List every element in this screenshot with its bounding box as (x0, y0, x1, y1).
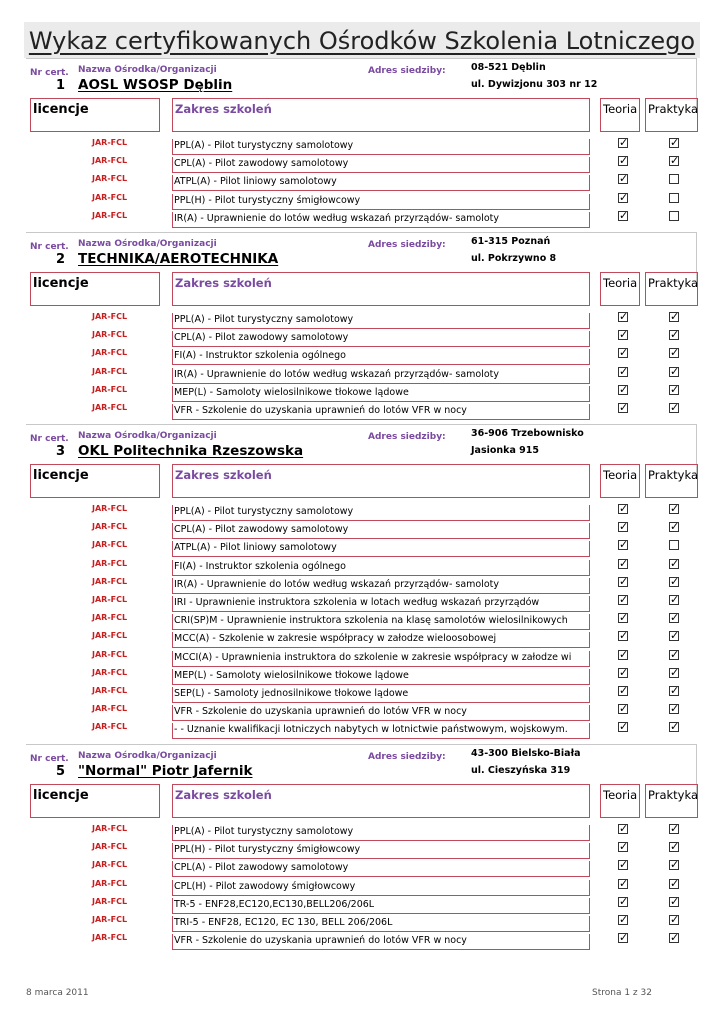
teoria-checkbox[interactable]: ✓ (619, 647, 629, 661)
licencje-header: licencje (30, 98, 160, 132)
address-street: ul. Dywizjonu 303 nr 12 (471, 79, 598, 90)
organization-label: Nazwa Ośrodka/Organizacji (78, 65, 217, 75)
praktyka-checkbox[interactable]: ✓ (670, 665, 680, 679)
training-scope: FI(A) - Instruktor szkolenia ogólnego (172, 560, 590, 576)
license-type: JAR-FCL (92, 384, 128, 394)
training-scope: CPL(A) - Pilot zawodowy samolotowy (172, 523, 590, 539)
training-scope: CPL(A) - Pilot zawodowy samolotowy (172, 861, 590, 877)
address-street: ul. Pokrzywno 8 (471, 253, 557, 264)
address-street: ul. Cieszyńska 319 (471, 765, 571, 776)
praktyka-checkbox[interactable]: ✓ (670, 894, 680, 908)
organization-label: Nazwa Ośrodka/Organizacji (78, 751, 217, 761)
praktyka-header: Praktyka (645, 464, 698, 498)
license-type: JAR-FCL (92, 704, 128, 714)
training-scope: VFR - Szkolenie do uzyskania uprawnień do lotów VFR w nocy (172, 705, 590, 721)
praktyka-header: Praktyka (645, 784, 698, 818)
license-type: JAR-FCL (92, 522, 128, 532)
zakres-header: Zakres szkoleń (172, 784, 590, 818)
training-scope: PPL(H) - Pilot turystyczny śmigłowcowy (172, 843, 590, 859)
teoria-header: Teoria (600, 464, 640, 498)
license-type: JAR-FCL (92, 210, 128, 220)
training-scope: PPL(A) - Pilot turystyczny samolotowy (172, 825, 590, 841)
teoria-checkbox[interactable]: ✓ (619, 611, 629, 625)
training-scope: IR(A) - Uprawnienie do lotów według wskazań przyrządów- samoloty (172, 212, 590, 228)
cert-number-label: Nr cert. (30, 68, 69, 78)
address-city: 43-300 Bielsko-Biała (471, 748, 581, 759)
license-type: JAR-FCL (92, 348, 128, 358)
address-street: Jasionka 915 (471, 445, 540, 456)
address-city: 36-906 Trzebownisko (471, 428, 584, 439)
training-row (26, 665, 698, 686)
license-type: JAR-FCL (92, 138, 128, 147)
teoria-checkbox[interactable]: ✓ (619, 629, 629, 643)
licencje-header: licencje (30, 784, 160, 818)
praktyka-checkbox[interactable]: ✓ (670, 328, 680, 342)
praktyka-checkbox[interactable]: ✓ (670, 382, 680, 396)
praktyka-checkbox[interactable] (669, 193, 679, 203)
license-type: JAR-FCL (92, 312, 128, 321)
training-row (26, 631, 698, 649)
licencje-header: licencje (30, 464, 160, 498)
cert-number: 2 (56, 252, 66, 267)
training-scope: CPL(H) - Pilot zawodowy śmigłowcowy (172, 880, 590, 896)
praktyka-checkbox[interactable] (669, 540, 679, 550)
praktyka-header: Praktyka (645, 272, 698, 306)
training-row (26, 364, 698, 385)
license-type: JAR-FCL (92, 896, 128, 906)
praktyka-checkbox[interactable]: ✓ (670, 346, 680, 360)
license-type: JAR-FCL (92, 631, 128, 641)
license-type: JAR-FCL (92, 504, 128, 513)
license-type: JAR-FCL (92, 330, 128, 340)
praktyka-checkbox[interactable]: ✓ (670, 647, 680, 661)
teoria-checkbox[interactable]: ✓ (619, 502, 629, 515)
training-scope: TRI-5 - ENF28, EC120, EC 130, BELL 206/206L (172, 916, 590, 932)
training-row (26, 915, 698, 933)
praktyka-checkbox[interactable]: ✓ (670, 702, 680, 716)
teoria-checkbox[interactable]: ✓ (619, 593, 629, 606)
training-scope: PPL(A) - Pilot turystyczny samolotowy (172, 139, 590, 155)
licencje-header: licencje (30, 272, 160, 306)
praktyka-checkbox[interactable]: ✓ (670, 364, 680, 378)
organization-label: Nazwa Ośrodka/Organizacji (78, 239, 217, 249)
training-scope: PPL(H) - Pilot turystyczny śmigłowcowy (172, 194, 590, 210)
praktyka-checkbox[interactable]: ✓ (670, 593, 680, 606)
training-row (26, 647, 698, 668)
cert-number: 5 (56, 764, 66, 779)
address-label: Adres siedziby: (368, 432, 446, 442)
zakres-header: Zakres szkoleń (172, 272, 590, 306)
training-row (26, 403, 698, 421)
license-type: JAR-FCL (92, 860, 128, 870)
address-label: Adres siedziby: (368, 752, 446, 762)
teoria-checkbox[interactable]: ✓ (619, 858, 629, 872)
praktyka-checkbox[interactable]: ✓ (670, 822, 680, 835)
teoria-checkbox[interactable]: ✓ (619, 702, 629, 716)
training-row (26, 156, 698, 174)
teoria-checkbox[interactable]: ✓ (619, 172, 629, 186)
license-type: JAR-FCL (92, 915, 128, 924)
training-row (26, 348, 698, 366)
praktyka-checkbox[interactable]: ✓ (670, 931, 680, 945)
praktyka-checkbox[interactable]: ✓ (670, 876, 680, 890)
training-scope: TR-5 - ENF28,EC120,EC130,BELL206/206L (172, 898, 590, 914)
training-scope: IRI - Uprawnienie instruktora szkolenia w lotach według wskazań przyrządów (172, 596, 590, 612)
license-type: JAR-FCL (92, 595, 128, 604)
training-row (26, 842, 698, 860)
zakres-header: Zakres szkoleń (172, 98, 590, 132)
license-type: JAR-FCL (92, 403, 128, 412)
training-scope: CRI(SP)M - Uprawnienie instruktora szkolenia na klasę samolotów wielosilnikowych (172, 614, 590, 630)
training-row (26, 613, 698, 631)
license-type: JAR-FCL (92, 686, 128, 695)
teoria-checkbox[interactable]: ✓ (619, 574, 629, 588)
training-scope: IR(A) - Uprawnienie do lotów według wskazań przyrządów- samoloty (172, 368, 590, 384)
page-title: Wykaz certyfikowanych Ośrodków Szkolenia Lotniczego (24, 22, 700, 58)
training-row (26, 876, 698, 897)
training-row (26, 540, 698, 558)
training-scope: MCCI(A) - Uprawnienia instruktora do szkolenie w zakresie współpracy w załodze wi (172, 651, 590, 667)
cert-number: 1 (56, 78, 66, 93)
teoria-checkbox[interactable]: ✓ (619, 208, 629, 222)
praktyka-checkbox[interactable]: ✓ (670, 913, 680, 926)
license-type: JAR-FCL (92, 192, 128, 202)
teoria-checkbox[interactable]: ✓ (619, 684, 629, 697)
training-row (26, 504, 698, 522)
cert-number-label: Nr cert. (30, 242, 69, 252)
teoria-checkbox[interactable]: ✓ (619, 364, 629, 378)
teoria-checkbox[interactable]: ✓ (619, 931, 629, 945)
praktyka-checkbox[interactable]: ✓ (670, 574, 680, 588)
license-type: JAR-FCL (92, 842, 128, 852)
training-row (26, 704, 698, 722)
license-type: JAR-FCL (92, 576, 128, 586)
footer-page-number: Strona 1 z 32 (592, 988, 652, 998)
training-scope: VFR - Szkolenie do uzyskania uprawnień do lotów VFR w nocy (172, 934, 590, 950)
teoria-checkbox[interactable]: ✓ (619, 136, 629, 149)
training-row (26, 860, 698, 878)
training-row (26, 312, 698, 330)
training-scope: ATPL(A) - Pilot liniowy samolotowy (172, 541, 590, 557)
training-scope: MCC(A) - Szkolenie w zakresie współpracy w załodze wieloosobowej (172, 632, 590, 648)
training-row (26, 330, 698, 348)
training-row (26, 556, 698, 577)
praktyka-checkbox[interactable]: ✓ (670, 840, 680, 854)
training-row (26, 174, 698, 192)
training-row (26, 522, 698, 540)
teoria-checkbox[interactable]: ✓ (619, 556, 629, 570)
teoria-header: Teoria (600, 98, 640, 132)
license-type: JAR-FCL (92, 174, 128, 184)
teoria-checkbox[interactable]: ✓ (619, 401, 629, 414)
license-type: JAR-FCL (92, 540, 128, 550)
organization-name: TECHNIKA/AEROTECHNIKA (78, 251, 279, 267)
training-row (26, 190, 698, 211)
teoria-checkbox[interactable]: ✓ (619, 310, 629, 323)
training-scope: - - Uznanie kwalifikacji lotniczych nabytych w lotnictwie państwowym, wojskowym. (172, 723, 590, 739)
license-type: JAR-FCL (92, 649, 128, 659)
teoria-checkbox[interactable]: ✓ (619, 665, 629, 679)
license-type: JAR-FCL (92, 156, 128, 166)
training-scope: ATPL(A) - Pilot liniowy samolotowy (172, 175, 590, 191)
training-row (26, 138, 698, 156)
praktyka-header: Praktyka (645, 98, 698, 132)
training-scope: CPL(A) - Pilot zawodowy samolotowy (172, 157, 590, 173)
teoria-checkbox[interactable]: ✓ (619, 840, 629, 854)
praktyka-checkbox[interactable]: ✓ (670, 611, 680, 625)
teoria-checkbox[interactable]: ✓ (619, 328, 629, 342)
license-type: JAR-FCL (92, 824, 128, 833)
training-scope: FI(A) - Instruktor szkolenia ogólnego (172, 349, 590, 365)
zakres-header: Zakres szkoleń (172, 464, 590, 498)
praktyka-checkbox[interactable]: ✓ (670, 154, 680, 168)
teoria-checkbox[interactable]: ✓ (619, 822, 629, 835)
training-row (26, 382, 698, 403)
praktyka-checkbox[interactable] (669, 211, 679, 221)
organization-label: Nazwa Ośrodka/Organizacji (78, 431, 217, 441)
training-row (26, 595, 698, 613)
training-scope: PPL(A) - Pilot turystyczny samolotowy (172, 505, 590, 521)
praktyka-checkbox[interactable]: ✓ (670, 520, 680, 534)
praktyka-checkbox[interactable]: ✓ (670, 629, 680, 643)
cert-number-label: Nr cert. (30, 754, 69, 764)
praktyka-checkbox[interactable] (669, 174, 679, 184)
cert-number-label: Nr cert. (30, 434, 69, 444)
organization-name: OKL Politechnika Rzeszowska (78, 443, 304, 459)
training-row (26, 933, 698, 951)
teoria-checkbox[interactable]: ✓ (619, 190, 629, 204)
praktyka-checkbox[interactable]: ✓ (670, 858, 680, 872)
teoria-checkbox[interactable]: ✓ (619, 894, 629, 908)
training-scope: SEP(L) - Samoloty jednosilnikowe tłokowe lądowe (172, 687, 590, 703)
teoria-checkbox[interactable]: ✓ (619, 720, 629, 734)
teoria-checkbox[interactable]: ✓ (619, 520, 629, 534)
praktyka-checkbox[interactable]: ✓ (670, 502, 680, 515)
license-type: JAR-FCL (92, 933, 128, 943)
license-type: JAR-FCL (92, 366, 128, 376)
training-row (26, 686, 698, 704)
cert-number: 3 (56, 444, 66, 459)
license-type: JAR-FCL (92, 613, 128, 623)
teoria-checkbox[interactable]: ✓ (619, 876, 629, 890)
praktyka-checkbox[interactable]: ✓ (670, 684, 680, 697)
training-scope: IR(A) - Uprawnienie do lotów według wskazań przyrządów- samoloty (172, 578, 590, 594)
praktyka-checkbox[interactable]: ✓ (670, 720, 680, 734)
footer-date: 8 marca 2011 (26, 988, 89, 998)
training-scope: VFR - Szkolenie do uzyskania uprawnień do lotów VFR w nocy (172, 404, 590, 420)
training-row (26, 208, 698, 229)
organization-name: "Normal" Piotr Jafernik (78, 763, 253, 779)
license-type: JAR-FCL (92, 558, 128, 568)
address-label: Adres siedziby: (368, 66, 446, 76)
training-scope: MEP(L) - Samoloty wielosilnikowe tłokowe lądowe (172, 669, 590, 685)
praktyka-checkbox[interactable]: ✓ (670, 556, 680, 570)
address-city: 61-315 Poznań (471, 236, 551, 247)
praktyka-checkbox[interactable]: ✓ (670, 136, 680, 149)
training-scope: CPL(A) - Pilot zawodowy samolotowy (172, 331, 590, 347)
address-city: 08-521 Dęblin (471, 62, 546, 73)
teoria-checkbox[interactable]: ✓ (619, 346, 629, 360)
address-label: Adres siedziby: (368, 240, 446, 250)
training-row (26, 574, 698, 595)
teoria-checkbox[interactable]: ✓ (619, 154, 629, 168)
license-type: JAR-FCL (92, 722, 128, 732)
training-scope: MEP(L) - Samoloty wielosilnikowe tłokowe lądowe (172, 386, 590, 402)
license-type: JAR-FCL (92, 878, 128, 888)
license-type: JAR-FCL (92, 667, 128, 677)
organization-name: AOSL WSOSP Dęblin (78, 77, 233, 93)
praktyka-checkbox[interactable]: ✓ (670, 401, 680, 414)
training-scope: PPL(A) - Pilot turystyczny samolotowy (172, 313, 590, 329)
training-row (26, 894, 698, 915)
training-row (26, 722, 698, 740)
teoria-checkbox[interactable]: ✓ (619, 913, 629, 926)
training-row (26, 824, 698, 842)
teoria-checkbox[interactable]: ✓ (619, 538, 629, 552)
teoria-header: Teoria (600, 784, 640, 818)
praktyka-checkbox[interactable]: ✓ (670, 310, 680, 323)
teoria-header: Teoria (600, 272, 640, 306)
teoria-checkbox[interactable]: ✓ (619, 382, 629, 396)
